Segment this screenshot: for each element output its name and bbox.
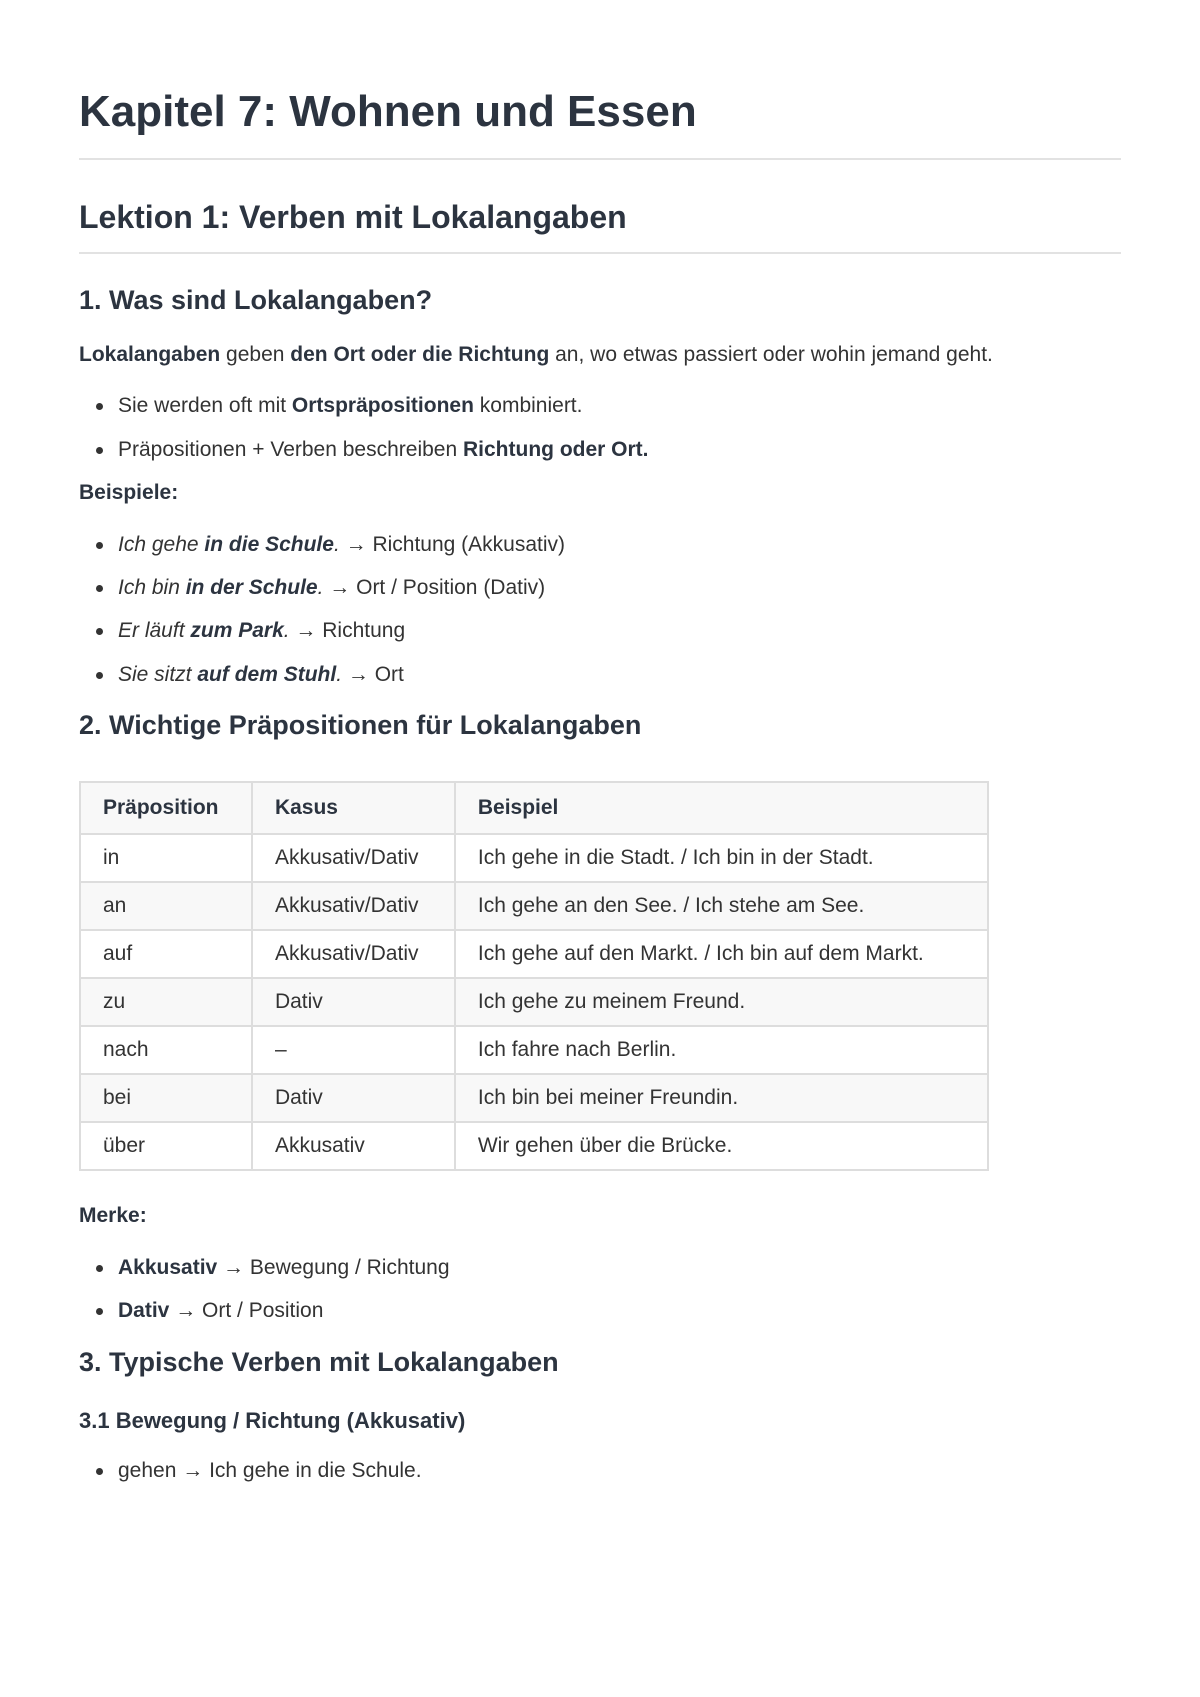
example-sentence: Er läuft [118, 619, 191, 643]
example-sentence: Ich gehe [118, 532, 205, 556]
table-cell: zu [80, 978, 252, 1026]
merke-label-paragraph [79, 1201, 1121, 1230]
column-header: Beispiel [455, 782, 988, 834]
section-heading-2: 2. Wichtige Präpositionen für Lokalangaben [79, 710, 642, 741]
list-item-text: kombiniert. [473, 394, 583, 418]
example-sentence: Sie sitzt [118, 662, 198, 686]
list-item-text: → Bewegung / Richtung [217, 1255, 450, 1279]
table-cell: Ich gehe in die Stadt. / Ich bin in der Stadt. [455, 834, 988, 882]
table-row [80, 930, 988, 978]
page-title: Kapitel 7: Wohnen und Essen [79, 0, 1121, 160]
list-item-text: Sie werden oft mit [118, 394, 292, 418]
example-punct: . [317, 575, 324, 599]
example-item [118, 573, 1121, 602]
example-punct: . [336, 662, 343, 686]
list-item [118, 435, 1121, 464]
example-sentence: Ich bin [118, 575, 186, 599]
intro-paragraph [79, 340, 1121, 369]
table-cell: Dativ [252, 1074, 455, 1122]
merke-list [79, 1253, 1121, 1326]
list-item-bold: Ortspräpositionen [291, 394, 474, 418]
table-cell: Ich gehe zu meinem Freund. [455, 978, 988, 1026]
column-header: Präposition [80, 782, 252, 834]
example-bold: in der Schule [185, 575, 318, 599]
example-punct: . [333, 532, 340, 556]
intro-bold-phrase: den Ort oder die Richtung [290, 342, 550, 366]
list-item-text: Präpositionen + Verben beschreiben [118, 437, 463, 461]
table-cell: Ich gehe auf den Markt. / Ich bin auf dem Markt. [455, 930, 988, 978]
table-row [80, 978, 988, 1026]
example-item [118, 660, 1121, 689]
table-cell: Ich bin bei meiner Freundin. [455, 1074, 988, 1122]
table-cell: auf [80, 930, 252, 978]
examples-label: Beispiele: [79, 481, 179, 505]
section-heading-3: 3. Typische Verben mit Lokalangaben [79, 1346, 559, 1377]
section-heading-1: 1. Was sind Lokalangaben? [79, 284, 433, 315]
intro-bold-term: Lokalangaben [79, 342, 221, 366]
column-header: Kasus [252, 782, 455, 834]
table-cell: Akkusativ/Dativ [252, 882, 455, 930]
list-item-text: → Ort / Position [169, 1299, 324, 1323]
examples-list [79, 530, 1121, 690]
table-cell: an [80, 882, 252, 930]
list-item-bold: Richtung oder Ort. [463, 437, 649, 461]
intro-text: an, wo etwas passiert oder wohin jemand geht. [549, 342, 993, 366]
table-cell: Wir gehen über die Brücke. [455, 1122, 988, 1170]
example-bold: zum Park [190, 619, 284, 643]
example-punct: . [283, 619, 290, 643]
table-cell: Akkusativ/Dativ [252, 834, 455, 882]
merke-label: Merke: [79, 1204, 147, 1228]
intro-bullet-list [79, 391, 1121, 464]
subsection-heading: 3.1 Bewegung / Richtung (Akkusativ) [79, 1408, 466, 1434]
example-note: → Richtung (Akkusativ) [339, 532, 566, 556]
examples-label-paragraph [79, 478, 1121, 507]
intro-text: geben [220, 342, 291, 366]
list-item [118, 1253, 1121, 1282]
table-row [80, 1074, 988, 1122]
example-item [118, 530, 1121, 559]
list-item [118, 1296, 1121, 1325]
lesson-heading: Lektion 1: Verben mit Lokalangaben [79, 200, 1121, 253]
table-cell: Ich gehe an den See. / Ich stehe am See. [455, 882, 988, 930]
table-cell: Akkusativ [252, 1122, 455, 1170]
list-item-bold: Akkusativ [118, 1255, 218, 1279]
table-cell: – [252, 1026, 455, 1074]
table-row [80, 1026, 988, 1074]
list-item [118, 391, 1121, 420]
table-cell: Dativ [252, 978, 455, 1026]
example-bold: in die Schule [204, 532, 334, 556]
table-row [80, 1122, 988, 1170]
example-note: → Ort [342, 662, 404, 686]
example-item [118, 616, 1121, 645]
example-bold: auf dem Stuhl [197, 662, 337, 686]
verbs-list [79, 1456, 1121, 1485]
list-item: gehen → Ich gehe in die Schule. [118, 1456, 1121, 1485]
table-row [80, 834, 988, 882]
table-cell: bei [80, 1074, 252, 1122]
table-cell: in [80, 834, 252, 882]
table-cell: über [80, 1122, 252, 1170]
example-note: → Richtung [289, 619, 406, 643]
table-cell: Akkusativ/Dativ [252, 930, 455, 978]
list-item-bold: Dativ [118, 1299, 170, 1323]
table-cell: nach [80, 1026, 252, 1074]
table-header-row [80, 782, 988, 834]
example-note: → Ort / Position (Dativ) [323, 575, 546, 599]
table-cell: Ich fahre nach Berlin. [455, 1026, 988, 1074]
prepositions-table [79, 781, 989, 1171]
table-row [80, 882, 988, 930]
